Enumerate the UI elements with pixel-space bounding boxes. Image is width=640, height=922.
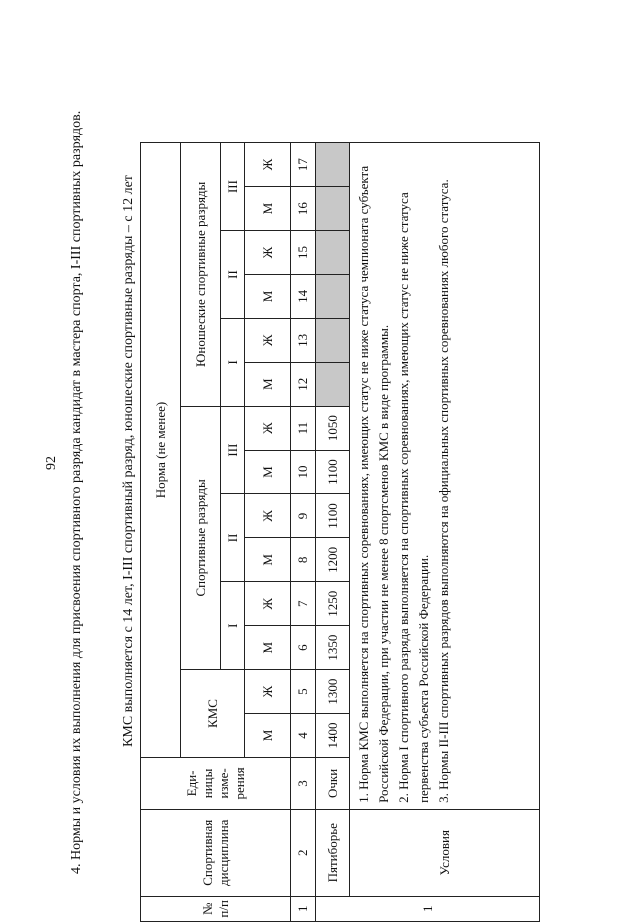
column-number: 15 (291, 231, 316, 275)
value-cell: 1100 (316, 494, 350, 538)
value-cell: 1250 (316, 582, 350, 626)
header-norm: Норма (не менее) (141, 143, 181, 758)
header-youth-rank-2: II (221, 231, 245, 319)
value-cell: 1350 (316, 626, 350, 670)
value-cell: 1300 (316, 670, 350, 714)
column-number: 17 (291, 143, 316, 187)
condition-item: 1. Норма КМС выполняется на спортивных соревнованиях, имеющих статус не ниже статуса чемпионата субъекта Российской Федерации, при участии не менее 8 спортсменов КМС в виде программы. (356, 165, 391, 803)
header-youth-ranks: Юношеские спортивные разряды (181, 143, 221, 407)
header-units: Еди-ницы изме-рения (141, 757, 291, 809)
header-rank-2: II (221, 494, 245, 582)
column-number: 8 (291, 538, 316, 582)
row-number: 1 (316, 896, 540, 921)
column-number: 13 (291, 318, 316, 362)
value-cell: 1050 (316, 406, 350, 450)
table-caption: КМС выполняется с 14 лет, I-III спортивный разряд, юношеские спортивные разряды – с 12 лет (121, 175, 136, 747)
norms-table (140, 142, 540, 922)
value-cell-empty (316, 362, 350, 406)
column-number: 2 (291, 809, 316, 896)
value-cell: 1100 (316, 450, 350, 494)
value-cell-empty (316, 143, 350, 187)
header-gender: Ж (245, 406, 291, 450)
header-gender: М (245, 538, 291, 582)
column-number: 7 (291, 582, 316, 626)
header-gender: Ж (245, 670, 291, 714)
conditions-label: Условия (350, 809, 540, 896)
conditions-text (350, 143, 540, 810)
header-discipline: Спортивная дисциплина (141, 809, 291, 896)
header-gender: М (245, 362, 291, 406)
header-gender: Ж (245, 231, 291, 275)
column-number: 9 (291, 494, 316, 538)
header-gender: М (245, 274, 291, 318)
header-sport-ranks: Спортивные разряды (181, 406, 221, 669)
column-number: 5 (291, 670, 316, 714)
header-number: № п/п (141, 896, 291, 921)
header-gender: М (245, 450, 291, 494)
header-gender: Ж (245, 582, 291, 626)
condition-item: 2. Норма I спортивного разряда выполняется на спортивных соревнованиях, имеющих статус не ниже статуса первенства субъекта Российской Федерации. (396, 192, 431, 803)
value-cell-empty (316, 231, 350, 275)
header-rank-1: I (221, 582, 245, 670)
column-number: 1 (291, 896, 316, 921)
header-gender: М (245, 714, 291, 758)
header-gender: Ж (245, 318, 291, 362)
header-rank-3: III (221, 406, 245, 494)
condition-item: 3. Нормы II-III спортивных разрядов выполняются на официальных спортивных соревнованиях любого статуса. (436, 179, 451, 803)
value-cell-empty (316, 274, 350, 318)
discipline-name: Пятиборье (316, 809, 350, 896)
header-kms: КМС (181, 670, 245, 758)
page-number: 92 (44, 456, 59, 470)
value-cell-empty (316, 318, 350, 362)
column-number: 4 (291, 714, 316, 758)
header-youth-rank-3: III (221, 143, 245, 231)
column-number: 6 (291, 626, 316, 670)
unit-name: Очки (316, 757, 350, 809)
header-gender: М (245, 187, 291, 231)
column-number: 10 (291, 450, 316, 494)
column-number: 14 (291, 274, 316, 318)
column-number: 12 (291, 362, 316, 406)
column-number: 3 (291, 757, 316, 809)
header-youth-rank-1: I (221, 318, 245, 406)
column-number: 11 (291, 406, 316, 450)
value-cell: 1400 (316, 714, 350, 758)
header-gender: М (245, 626, 291, 670)
column-number: 16 (291, 187, 316, 231)
header-gender: Ж (245, 494, 291, 538)
value-cell: 1200 (316, 538, 350, 582)
header-gender: Ж (245, 143, 291, 187)
intro-text: 4. Нормы и условия их выполнения для присвоения спортивного разряда кандидат в мастера спорта, I-III спортивных разрядов. (69, 110, 84, 874)
value-cell-empty (316, 187, 350, 231)
